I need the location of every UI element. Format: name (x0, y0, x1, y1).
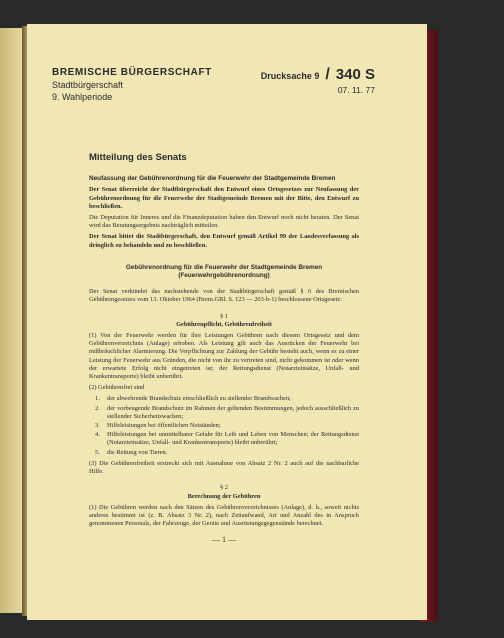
number-separator: / (325, 66, 330, 83)
drucksache-number: 340 S (335, 66, 375, 83)
list-item: 4. Hilfeleistungen bei unmittelbarer Gefahr für Leib und Leben von Menschen; der Rettungsdienst (Notarzteinsätze, Unfall- und Krankentransporte) bleibt unberührt; (95, 431, 359, 447)
section-1-number: § 1 (220, 312, 228, 320)
drucksache-label: Drucksache 9 (260, 71, 320, 81)
document-body (89, 154, 359, 545)
document-page (27, 24, 427, 620)
intro-paragraph-3: Der Senat bittet die Stadtbürgerschaft, den Entwurf gemäß Artikel 99 der Landesverfassung als dringlich zu behandeln und zu beschließen. (89, 233, 359, 249)
exemption-list (89, 395, 359, 456)
section-1-title: Gebührenpflicht, Gebührenfreiheit (176, 320, 272, 328)
ordinance-preamble: Der Senat verkündet das nachstehende von der Stadtbürgerschaft gemäß § 6 des Bremischen Gebührengesetzes vom 13. Oktober 1964 (Brem.GBl. S. 123 — 203-b-1) beschlossene Ortsgesetz: (89, 288, 359, 304)
ordinance-title (89, 264, 359, 280)
previous-page-edge (0, 28, 24, 613)
page-number: — 1 — (212, 535, 236, 545)
chamber-name: Stadtbürgerschaft (52, 80, 124, 90)
legislative-period: 9. Wahlperiode (52, 92, 113, 102)
list-item: 3. Hilfeleistungen bei öffentlichen Notständen; (95, 422, 221, 430)
intro-heading: Neufassung der Gebührenordnung für die Feuerwehr der Stadtgemeinde Bremen (89, 175, 336, 183)
document-title: Mitteilung des Senats (89, 152, 187, 163)
section-2-number: § 2 (220, 484, 228, 492)
intro-paragraph-2: Die Deputation für Inneres und die Finanzdeputation haben den Entwurf noch nicht beraten. Der Senat wird das Beratungsergebnis nachträglich mitteilen. (89, 214, 359, 230)
document-date: 07. 11. 77 (337, 85, 375, 95)
section-2-paragraph-1: (1) Die Gebühren werden nach den Sätzen des Gebührenverzeichnisses (Anlage), d. h., soweit nichts anderes bestimmt ist (z. B. Absatz 3 Nr. 2), nach Zeitaufwand, Art und Anzahl des in Anspruch genommenen Personals, der Fahrzeuge, der Geräte und Ausrüstungsgegenstände berechnet. (89, 503, 359, 528)
section-1-paragraph-2: (2) Gebührenfrei sind (89, 384, 145, 392)
organization-name: BREMISCHE BÜRGERSCHAFT (52, 67, 212, 78)
ordinance-title-line-2: (Feuerwehrgebührenordnung) (178, 272, 270, 280)
ordinance-title-line-1: Gebührenordnung für die Feuerwehr der Stadtgemeinde Bremen (125, 263, 323, 271)
header-left (52, 67, 212, 102)
header-right (261, 66, 375, 95)
intro-paragraph-1: Der Senat überreicht der Stadtbürgerschaft den Entwurf eines Ortsgesetzes zur Neufassung der Gebührenordnung für die Feuerwehr der Stadtgemeinde Bremen mit der Bitte, den Entwurf zu beschließen. (89, 186, 359, 210)
list-item: 1. der abwehrende Brandschutz einschließlich zu stellender Brandwachen; (95, 395, 291, 403)
section-1-paragraph-1: (1) Von der Feuerwehr werden für ihre Leistungen Gebühren nach diesem Ortsgesetz und dem Gebührenverzeichnis (Anlage) erhoben. Als Leistung gilt auch das Ausrücken der Feuerwehr bei mißbräuchlicher Alarmierung. Die Verpflichtung zur Zahlung der Gebühr besteht auch, wenn es zu einer Leistung der Feuerwehr aus Gründen, die nicht von ihr zu vertreten sind, nicht gekommen ist oder wenn der erwartete Erfolg nicht eingetreten ist; der Rettungsdienst (Notarzteinsätze, Unfall- und Krankentransporte) bleibt unberührt. (89, 332, 359, 381)
document-number (261, 66, 375, 84)
list-item: 2. der vorbeugende Brandschutz im Rahmen der geltenden Bestimmungen, jedoch ausschließlich zu stellender Sicherheitswachen; (95, 404, 359, 420)
section-2-title: Berechnung der Gebühren (187, 492, 261, 500)
section-1-paragraph-3: (3) Die Gebührenfreiheit erstreckt sich mit Ausnahme von Absatz 2 Nr. 2 auch auf die nachbarliche Hilfe. (89, 459, 359, 476)
list-item: 5. die Rettung von Tieren. (95, 448, 168, 456)
